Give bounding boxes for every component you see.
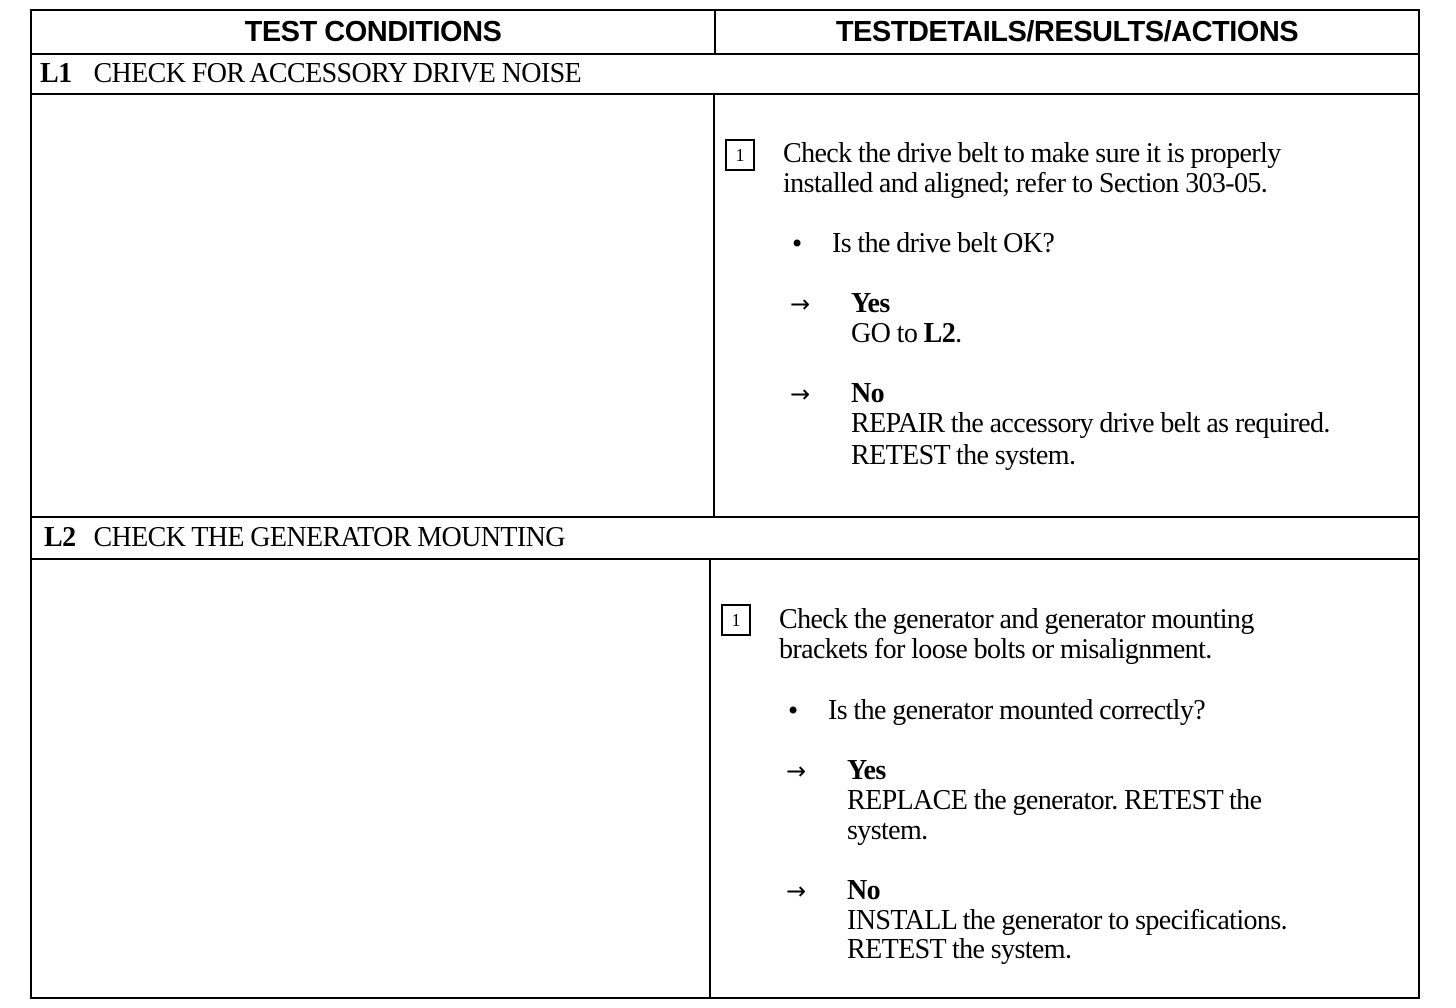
l2-section-divider bbox=[30, 516, 1420, 518]
l2-instruction-line-1: Check the generator and generator mounting bbox=[779, 604, 1254, 635]
section-l1-title bbox=[40, 58, 581, 90]
header-test-details: TESTDETAILS/RESULTS/ACTIONS bbox=[835, 16, 1299, 48]
l1-question: Is the drive belt OK? bbox=[832, 228, 1055, 259]
l1-yes-action-text: GO to bbox=[851, 318, 924, 349]
l1-no-label: No bbox=[851, 378, 885, 409]
l1-no-action-line-2: RETEST the system. bbox=[851, 440, 1076, 471]
section-l1-title-text: CHECK FOR ACCESSORY DRIVE NOISE bbox=[93, 58, 582, 89]
section-l2-title-text: CHECK THE GENERATOR MOUNTING bbox=[93, 522, 565, 553]
l1-title-divider bbox=[30, 93, 1420, 95]
l1-no-action-line-1: REPAIR the accessory drive belt as required. bbox=[851, 408, 1330, 439]
bullet-icon: • bbox=[786, 697, 801, 725]
section-l1-code: L1 bbox=[40, 58, 72, 89]
l2-title-divider bbox=[30, 558, 1420, 560]
l2-question: Is the generator mounted correctly? bbox=[828, 695, 1206, 726]
l1-yes-action bbox=[851, 319, 962, 349]
l2-instruction-line-2: brackets for loose bolts or misalignment. bbox=[779, 634, 1212, 665]
l2-no-label: No bbox=[847, 875, 881, 906]
l2-yes-label: Yes bbox=[847, 755, 886, 786]
l1-instruction-line-2: installed and aligned; refer to Section 303-05. bbox=[783, 168, 1268, 199]
l1-instruction-line-1: Check the drive belt to make sure it is properly bbox=[783, 138, 1281, 169]
l2-yes-action-line-1: REPLACE the generator. RETEST the bbox=[847, 785, 1262, 816]
header-test-conditions: TEST CONDITIONS bbox=[244, 16, 502, 48]
l2-no-action-line-1: INSTALL the generator to specifications. bbox=[847, 905, 1288, 936]
section-l2-code: L2 bbox=[44, 522, 76, 553]
right-arrow-icon: → bbox=[790, 380, 811, 408]
right-arrow-icon: → bbox=[786, 877, 807, 905]
bullet-icon: • bbox=[790, 230, 805, 258]
l2-no-action-line-2: RETEST the system. bbox=[847, 934, 1072, 965]
right-arrow-icon: → bbox=[790, 290, 811, 318]
l1-yes-action-ref: L2 bbox=[923, 318, 956, 349]
right-arrow-icon: → bbox=[786, 757, 807, 785]
l1-step-number: 1 bbox=[725, 139, 755, 171]
l1-yes-action-end: . bbox=[955, 318, 962, 349]
l1-column-divider bbox=[713, 94, 715, 517]
header-divider bbox=[30, 53, 1420, 55]
l2-yes-action-line-2: system. bbox=[847, 815, 928, 846]
l2-column-divider bbox=[709, 559, 711, 999]
section-l2-title bbox=[44, 522, 565, 554]
l1-yes-label: Yes bbox=[851, 288, 890, 319]
l2-step-number: 1 bbox=[721, 604, 751, 636]
